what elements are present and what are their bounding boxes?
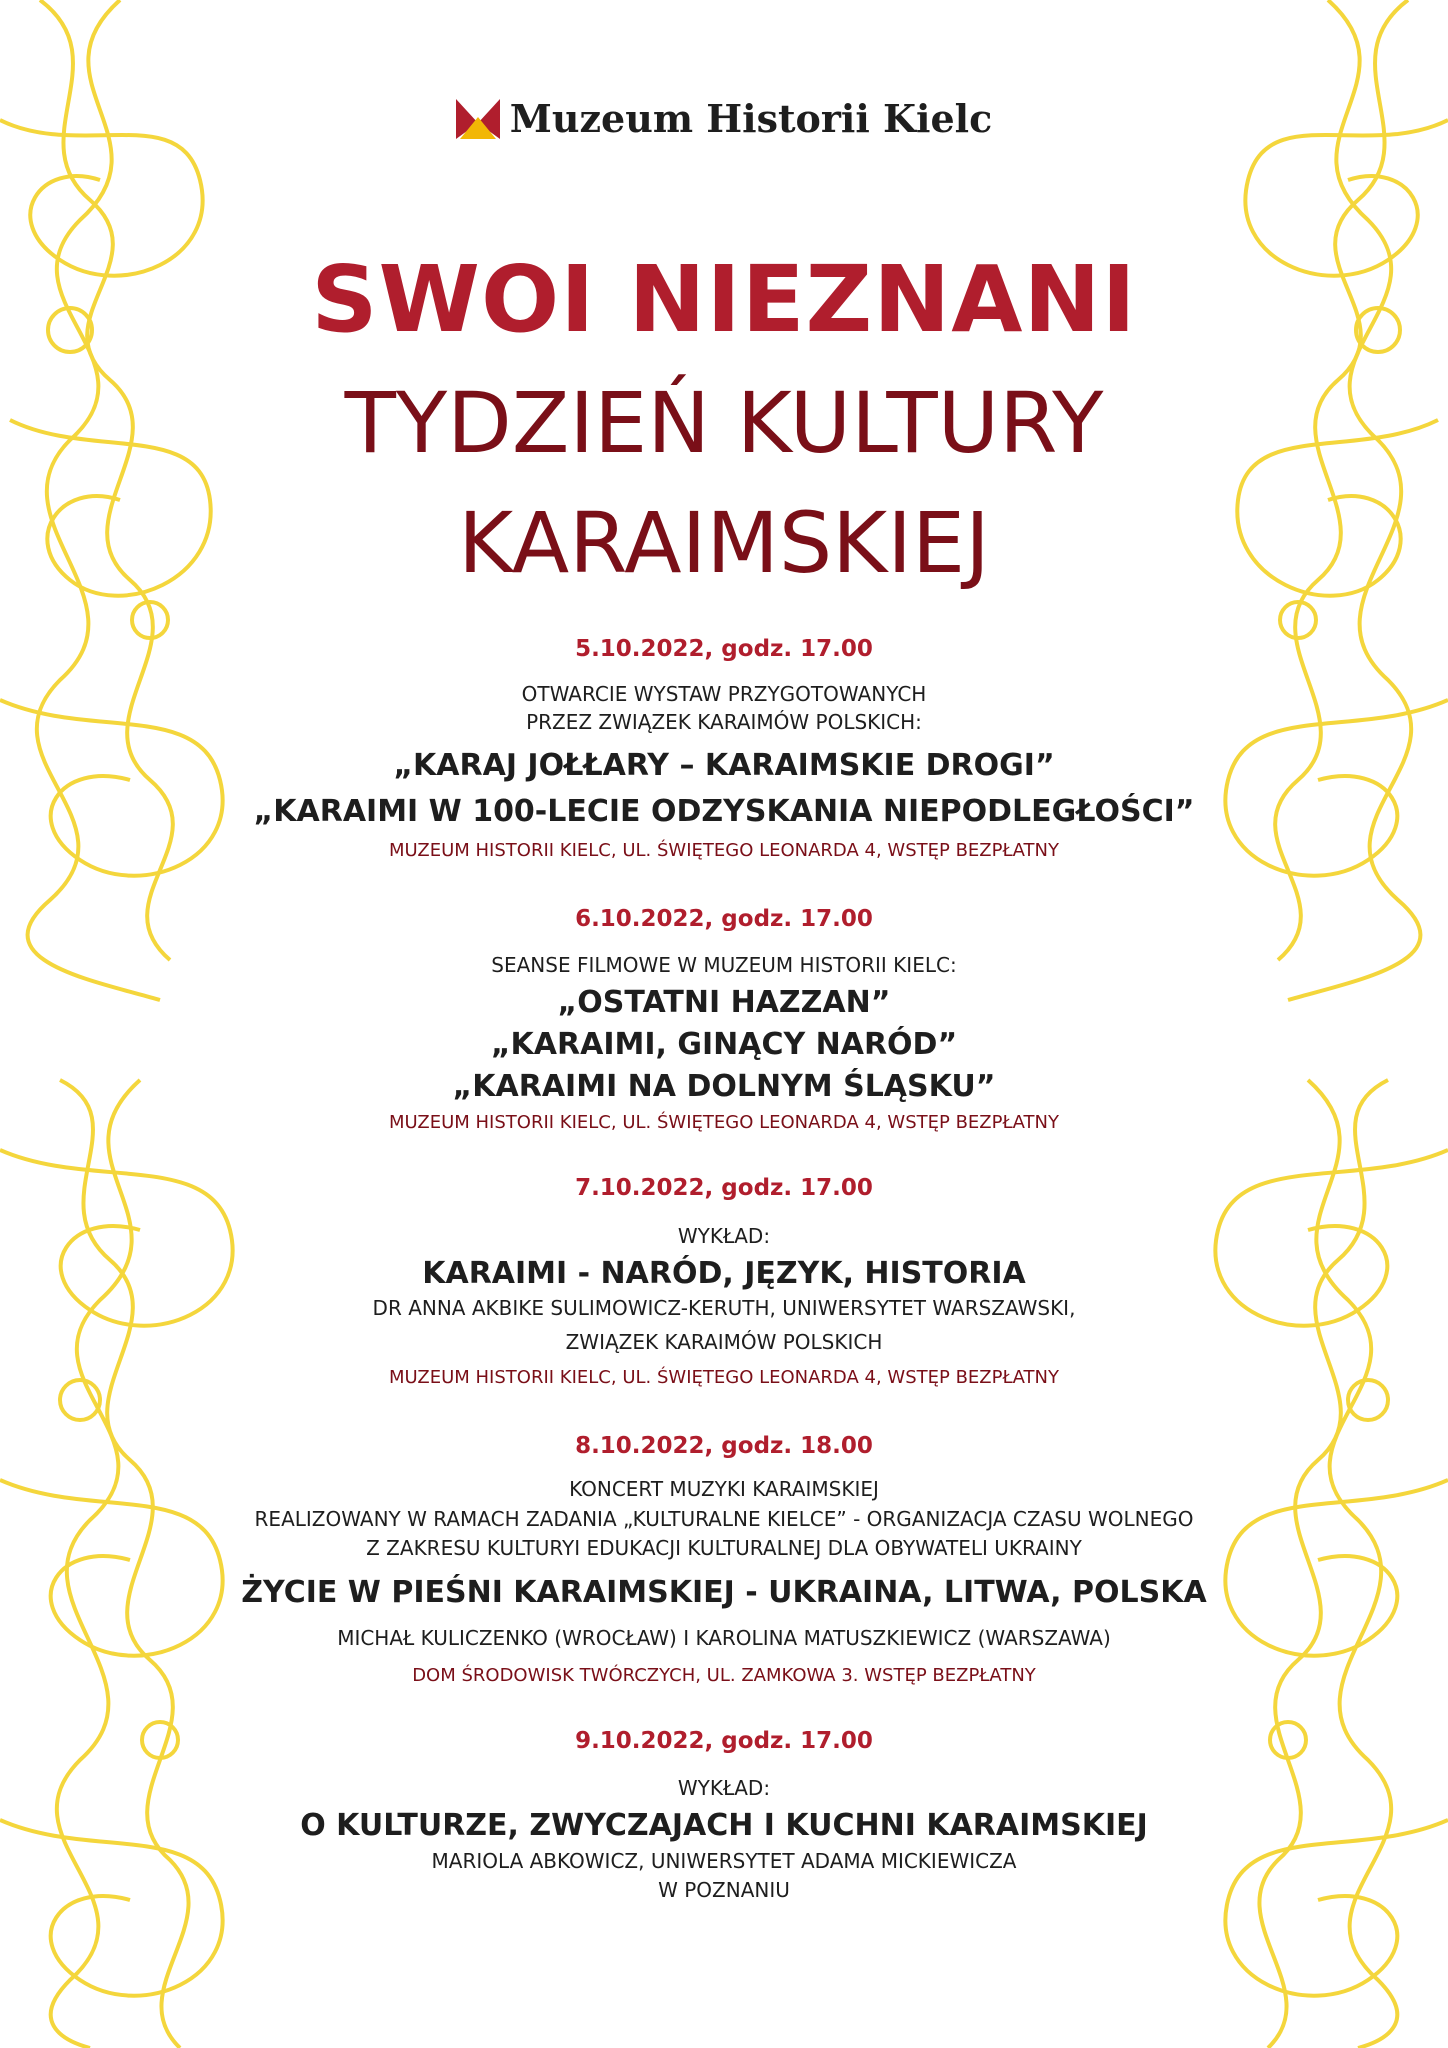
museum-logo bbox=[0, 96, 1448, 141]
event-2-title-1: „OSTATNI HAZZAN” bbox=[557, 985, 891, 1020]
event-1-title-2: „KARAIMI W 100-LECIE ODZYSKANIA NIEPODLEGŁOŚCI” bbox=[253, 794, 1195, 829]
event-4-speaker-1: MICHAŁ KULICZENKO (WROCŁAW) I KAROLINA MATUSZKIEWICZ (WARSZAWA) bbox=[337, 1626, 1111, 1650]
event-3-speaker-2: ZWIĄZEK KARAIMÓW POLSKICH bbox=[565, 1330, 883, 1354]
event-2-title-3: „KARAIMI NA DOLNYM ŚLĄSKU” bbox=[452, 1069, 996, 1104]
event-4-date: 8.10.2022, godz. 18.00 bbox=[575, 1433, 873, 1459]
event-1-desc-1: OTWARCIE WYSTAW PRZYGOTOWANYCH bbox=[521, 682, 927, 706]
event-3-date: 7.10.2022, godz. 17.00 bbox=[575, 1175, 873, 1201]
event-2-title-2: „KARAIMI, GINĄCY NARÓD” bbox=[490, 1027, 958, 1062]
event-1-date: 5.10.2022, godz. 17.00 bbox=[575, 636, 873, 662]
event-3-desc-1: WYKŁAD: bbox=[677, 1224, 771, 1248]
event-4-title-1: ŻYCIE W PIEŚNI KARAIMSKIEJ - UKRAINA, LITWA, POLSKA bbox=[241, 1575, 1207, 1610]
event-1-desc-2: PRZEZ ZWIĄZEK KARAIMÓW POLSKICH: bbox=[526, 710, 922, 734]
event-1-title-1: „KARAJ JOŁŁARY – KARAIMSKIE DROGI” bbox=[393, 748, 1055, 783]
event-5-speaker-2: W POZNANIU bbox=[658, 1878, 790, 1902]
event-5-title-1: O KULTURZE, ZWYCZAJACH I KUCHNI KARAIMSKIEJ bbox=[300, 1808, 1148, 1843]
poster-subtitle-line2: KARAIMSKIEJ bbox=[458, 494, 990, 592]
event-2-desc-1: SEANSE FILMOWE W MUZEUM HISTORII KIELC: bbox=[491, 953, 957, 977]
event-3-speaker-1: DR ANNA AKBIKE SULIMOWICZ-KERUTH, UNIWERSYTET WARSZAWSKI, bbox=[372, 1296, 1076, 1320]
event-5-date: 9.10.2022, godz. 17.00 bbox=[575, 1728, 873, 1754]
museum-logo-icon bbox=[456, 99, 500, 139]
event-4-desc-1: KONCERT MUZYKI KARAIMSKIEJ bbox=[569, 1477, 879, 1501]
poster-title: SWOI NIEZNANI bbox=[311, 246, 1137, 353]
event-2-date: 6.10.2022, godz. 17.00 bbox=[575, 906, 873, 932]
event-4-desc-3: Z ZAKRESU KULTURYI EDUKACJI KULTURALNEJ DLA OBYWATELI UKRAINY bbox=[366, 1536, 1082, 1560]
event-4-desc-2: REALIZOWANY W RAMACH ZADANIA „KULTURALNE KIELCE” - ORGANIZACJA CZASU WOLNEGO bbox=[254, 1507, 1194, 1531]
event-3-title-1: KARAIMI - NARÓD, JĘZYK, HISTORIA bbox=[422, 1256, 1026, 1291]
event-4-location: DOM ŚRODOWISK TWÓRCZYCH, UL. ZAMKOWA 3. WSTĘP BEZPŁATNY bbox=[412, 1665, 1036, 1686]
event-2-location: MUZEUM HISTORII KIELC, UL. ŚWIĘTEGO LEONARDA 4, WSTĘP BEZPŁATNY bbox=[389, 1112, 1059, 1133]
museum-logo-text: Muzeum Historii Kielc bbox=[509, 96, 993, 141]
event-5-desc-1: WYKŁAD: bbox=[677, 1776, 771, 1800]
event-1-location: MUZEUM HISTORII KIELC, UL. ŚWIĘTEGO LEONARDA 4, WSTĘP BEZPŁATNY bbox=[389, 840, 1059, 861]
poster-subtitle-line1: TYDZIEŃ KULTURY bbox=[344, 374, 1104, 472]
event-3-location: MUZEUM HISTORII KIELC, UL. ŚWIĘTEGO LEONARDA 4, WSTĘP BEZPŁATNY bbox=[389, 1367, 1059, 1388]
event-5-speaker-1: MARIOLA ABKOWICZ, UNIWERSYTET ADAMA MICKIEWICZA bbox=[431, 1849, 1017, 1873]
